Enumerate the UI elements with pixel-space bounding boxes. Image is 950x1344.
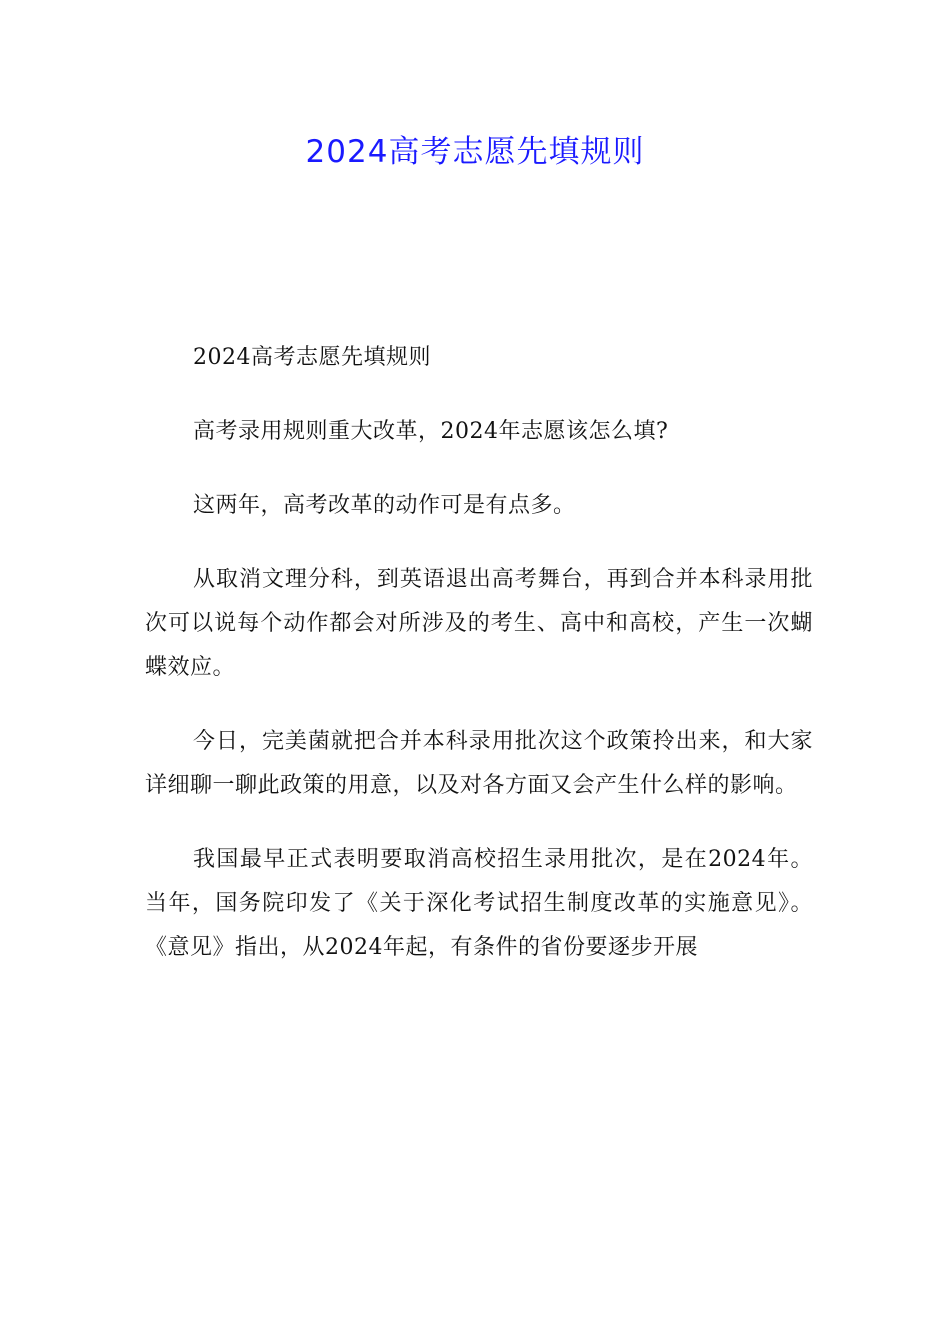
paragraph-intro: 这两年，高考改革的动作可是有点多。 [193,493,576,518]
paragraph-topic: 今日，完美菌就把合并本科录用批次这个政策拎出来，和大家详细聊一聊此政策的用意，以及对各方面又会产生什么样的影响。 [145,729,813,798]
paragraph-reforms: 从取消文理分科，到英语退出高考舞台，再到合并本科录用批次可以说每个动作都会对所涉及的考生、高中和高校，产生一次蝴蝶效应。 [145,567,813,680]
paragraph-subtitle: 2024高考志愿先填规则 [193,345,431,370]
document-title: 2024高考志愿先填规则 [305,134,645,170]
paragraph-history: 我国最早正式表明要取消高校招生录用批次，是在2024年。当年，国务院印发了《关于深化考试招生制度改革的实施意见》。《意见》指出，从2024年起，有条件的省份要逐步开展 [145,847,813,960]
document-body [145,336,813,1000]
paragraph-question: 高考录用规则重大改革，2024年志愿该怎么填? [193,419,669,444]
